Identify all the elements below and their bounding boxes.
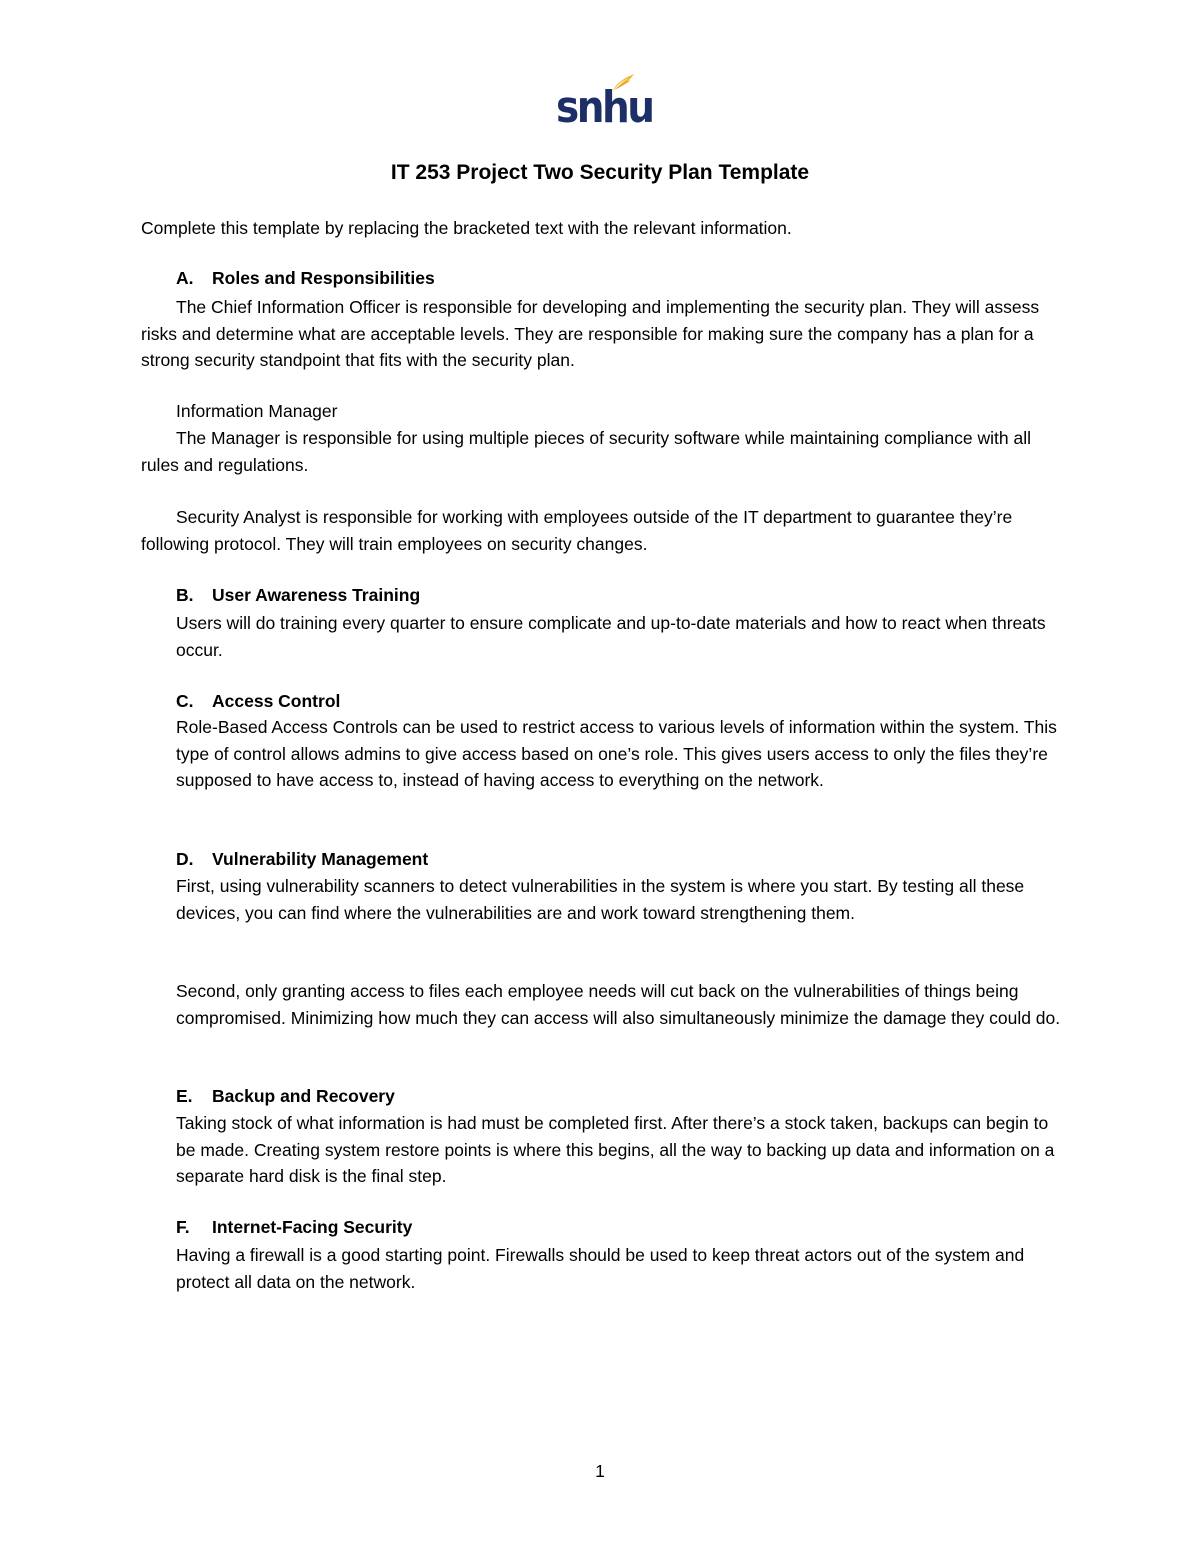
- section-e-heading: [176, 1083, 395, 1110]
- section-title: Roles and Responsibilities: [212, 268, 435, 288]
- section-title: Internet-Facing Security: [212, 1217, 413, 1237]
- logo-wordmark: snhu: [556, 82, 653, 134]
- section-letter: E.: [176, 1086, 193, 1106]
- section-title: Vulnerability Management: [212, 849, 429, 869]
- section-c-heading: [176, 688, 340, 715]
- section-f-paragraph-1: Having a firewall is a good starting point. Firewalls should be used to keep threat actors out of the system and protect all data on the network.: [176, 1245, 1025, 1292]
- section-c-paragraph-1: Role-Based Access Controls can be used to restrict access to various levels of information within the system. This type of control allows admins to give access based on one’s role. This gives users access to only the files they’re supposed to have access to, instead of having access to everything on the network.: [176, 717, 1057, 790]
- section-a-heading: [176, 265, 435, 292]
- section-b-heading: [176, 582, 420, 609]
- section-b-paragraph-1: Users will do training every quarter to ensure complicate and up-to-date materials and how to react when threats occur.: [176, 613, 1046, 660]
- section-a-paragraph-3: Security Analyst is responsible for working with employees outside of the IT department to guarantee they’re following protocol. They will train employees on security changes.: [141, 507, 1013, 554]
- section-a-subheading: Information Manager: [176, 401, 338, 421]
- section-title: Backup and Recovery: [212, 1086, 395, 1106]
- section-a-paragraph-1: The Chief Information Officer is responsible for developing and implementing the security plan. They will assess risks and determine what are acceptable levels. They are responsible for making sure the company has a plan for a strong security standpoint that fits with the security plan.: [141, 297, 1040, 370]
- section-letter: D.: [176, 849, 194, 869]
- section-e-paragraph-1: Taking stock of what information is had must be completed first. After there’s a stock taken, backups can begin to be made. Creating system restore points is where this begins, all the way to backing up data and information on a separate hard disk is the final step.: [176, 1113, 1055, 1186]
- section-d-paragraph-1: First, using vulnerability scanners to detect vulnerabilities in the system is where you start. By testing all these devices, you can find where the vulnerabilities are and work toward strengthening them.: [176, 876, 1025, 923]
- section-title: User Awareness Training: [212, 585, 421, 605]
- section-d-paragraph-2: Second, only granting access to files each employee needs will cut back on the vulnerabilities of things being compromised. Minimizing how much they can access will also simultaneously minimize the damage they could do.: [176, 981, 1061, 1028]
- section-d-heading: [176, 846, 428, 873]
- section-letter: B.: [176, 585, 194, 605]
- section-letter: C.: [176, 691, 194, 711]
- section-a-paragraph-2: The Manager is responsible for using multiple pieces of security software while maintaining compliance with all rules and regulations.: [141, 428, 1031, 475]
- section-title: Access Control: [212, 691, 341, 711]
- section-f-heading: [176, 1214, 412, 1241]
- document-title: IT 253 Project Two Security Plan Template: [390, 161, 810, 184]
- instructions-text: Complete this template by replacing the bracketed text with the relevant information.: [141, 218, 792, 238]
- page-number: 1: [595, 1461, 605, 1481]
- section-letter: A.: [176, 268, 194, 288]
- section-letter: F.: [176, 1217, 190, 1237]
- snhu-logo: [554, 70, 653, 134]
